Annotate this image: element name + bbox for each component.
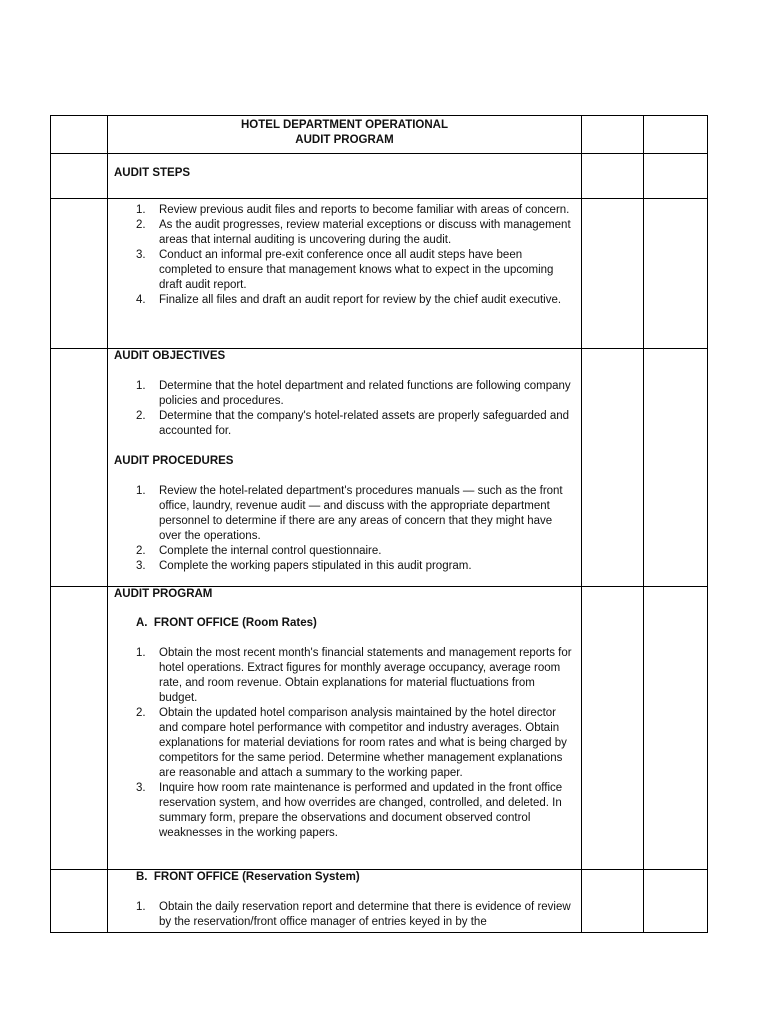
audit-steps-row — [51, 199, 708, 349]
audit-objectives-list — [114, 379, 575, 439]
list-item: 1. Review the hotel-related department's procedures manuals — such as the front office, laundry, revenue audit — and discuss with the appropriate department personnel to determine if there are any areas of concern that they might have over the operations. — [136, 485, 563, 542]
section-a-title: A. FRONT OFFICE (Room Rates) — [136, 617, 317, 629]
blank-cell — [644, 870, 708, 933]
audit-steps-list-cell — [108, 199, 582, 349]
blank-cell — [51, 349, 108, 587]
audit-procedures-heading: AUDIT PROCEDURES — [114, 455, 234, 467]
audit-objectives-heading: AUDIT OBJECTIVES — [114, 350, 226, 362]
audit-steps-list — [114, 203, 575, 308]
audit-program-heading: AUDIT PROGRAM — [114, 588, 213, 600]
blank-cell — [51, 116, 108, 154]
blank-cell — [644, 154, 708, 199]
section-b-cell — [108, 870, 582, 933]
audit-procedures-list — [114, 484, 575, 574]
list-item: 3. Inquire how room rate maintenance is performed and updated in the front office reservation system, and how overrides are changed, controlled, and deleted. In summary form, prepare the observations and document observed control weaknesses in the working papers. — [136, 782, 563, 839]
blank-cell — [582, 349, 644, 587]
document-title — [108, 116, 582, 154]
blank-cell — [51, 199, 108, 349]
list-item: 2. Determine that the company's hotel-related assets are properly safeguarded and accounted for. — [136, 410, 570, 437]
blank-cell — [51, 154, 108, 199]
audit-steps-heading: AUDIT STEPS — [114, 167, 191, 179]
audit-program-cell — [108, 587, 582, 870]
audit-program-table — [50, 115, 708, 933]
list-item: 1. Determine that the hotel department and related functions are following company policies and procedures. — [136, 380, 571, 407]
blank-cell — [582, 154, 644, 199]
list-item: 4. Finalize all files and draft an audit report for review by the chief audit executive. — [136, 294, 562, 306]
list-item: 1. Obtain the daily reservation report and determine that there is evidence of review by the reservation/front office manager of entries keyed in by the — [136, 901, 571, 928]
section-b-list — [114, 900, 575, 930]
blank-cell — [644, 349, 708, 587]
blank-cell — [582, 587, 644, 870]
title-line-1: HOTEL DEPARTMENT OPERATIONAL — [241, 119, 448, 131]
list-item: 2. Obtain the updated hotel comparison analysis maintained by the hotel director and compare hotel performance with competitor and industry averages. Obtain explanations for material deviations for room rates and what is being charged by competitors for the same period. Determine whether management explanations are reasonable and attach a summary to the working paper. — [136, 707, 567, 779]
blank-cell — [582, 199, 644, 349]
list-item: 1. Obtain the most recent month's financial statements and management reports for hotel operations. Extract figures for monthly average occupancy, average room rate, and room revenue. Obtain explanations for material fluctuations from budget. — [136, 647, 572, 704]
blank-cell — [644, 587, 708, 870]
section-b-title: B. FRONT OFFICE (Reservation System) — [136, 871, 360, 883]
blank-cell — [644, 116, 708, 154]
list-item: 3. Complete the working papers stipulated in this audit program. — [136, 560, 472, 572]
objectives-procedures-row — [51, 349, 708, 587]
blank-cell — [51, 587, 108, 870]
objectives-procedures-cell — [108, 349, 582, 587]
list-item: 1. Review previous audit files and reports to become familiar with areas of concern. — [136, 204, 570, 216]
audit-steps-heading-cell — [108, 154, 582, 199]
blank-cell — [644, 199, 708, 349]
blank-cell — [582, 116, 644, 154]
audit-program-row — [51, 587, 708, 870]
blank-cell — [51, 870, 108, 933]
list-item: 2. Complete the internal control questionnaire. — [136, 545, 382, 557]
title-row — [51, 116, 708, 154]
blank-cell — [582, 870, 644, 933]
list-item: 2. As the audit progresses, review material exceptions or discuss with management areas that internal auditing is uncovering during the audit. — [136, 219, 571, 246]
audit-steps-heading-row — [51, 154, 708, 199]
section-b-row — [51, 870, 708, 933]
list-item: 3. Conduct an informal pre-exit conference once all audit steps have been completed to ensure that management knows what to expect in the upcoming draft audit report. — [136, 249, 554, 291]
section-a-list — [114, 646, 575, 841]
title-line-2: AUDIT PROGRAM — [295, 134, 394, 146]
